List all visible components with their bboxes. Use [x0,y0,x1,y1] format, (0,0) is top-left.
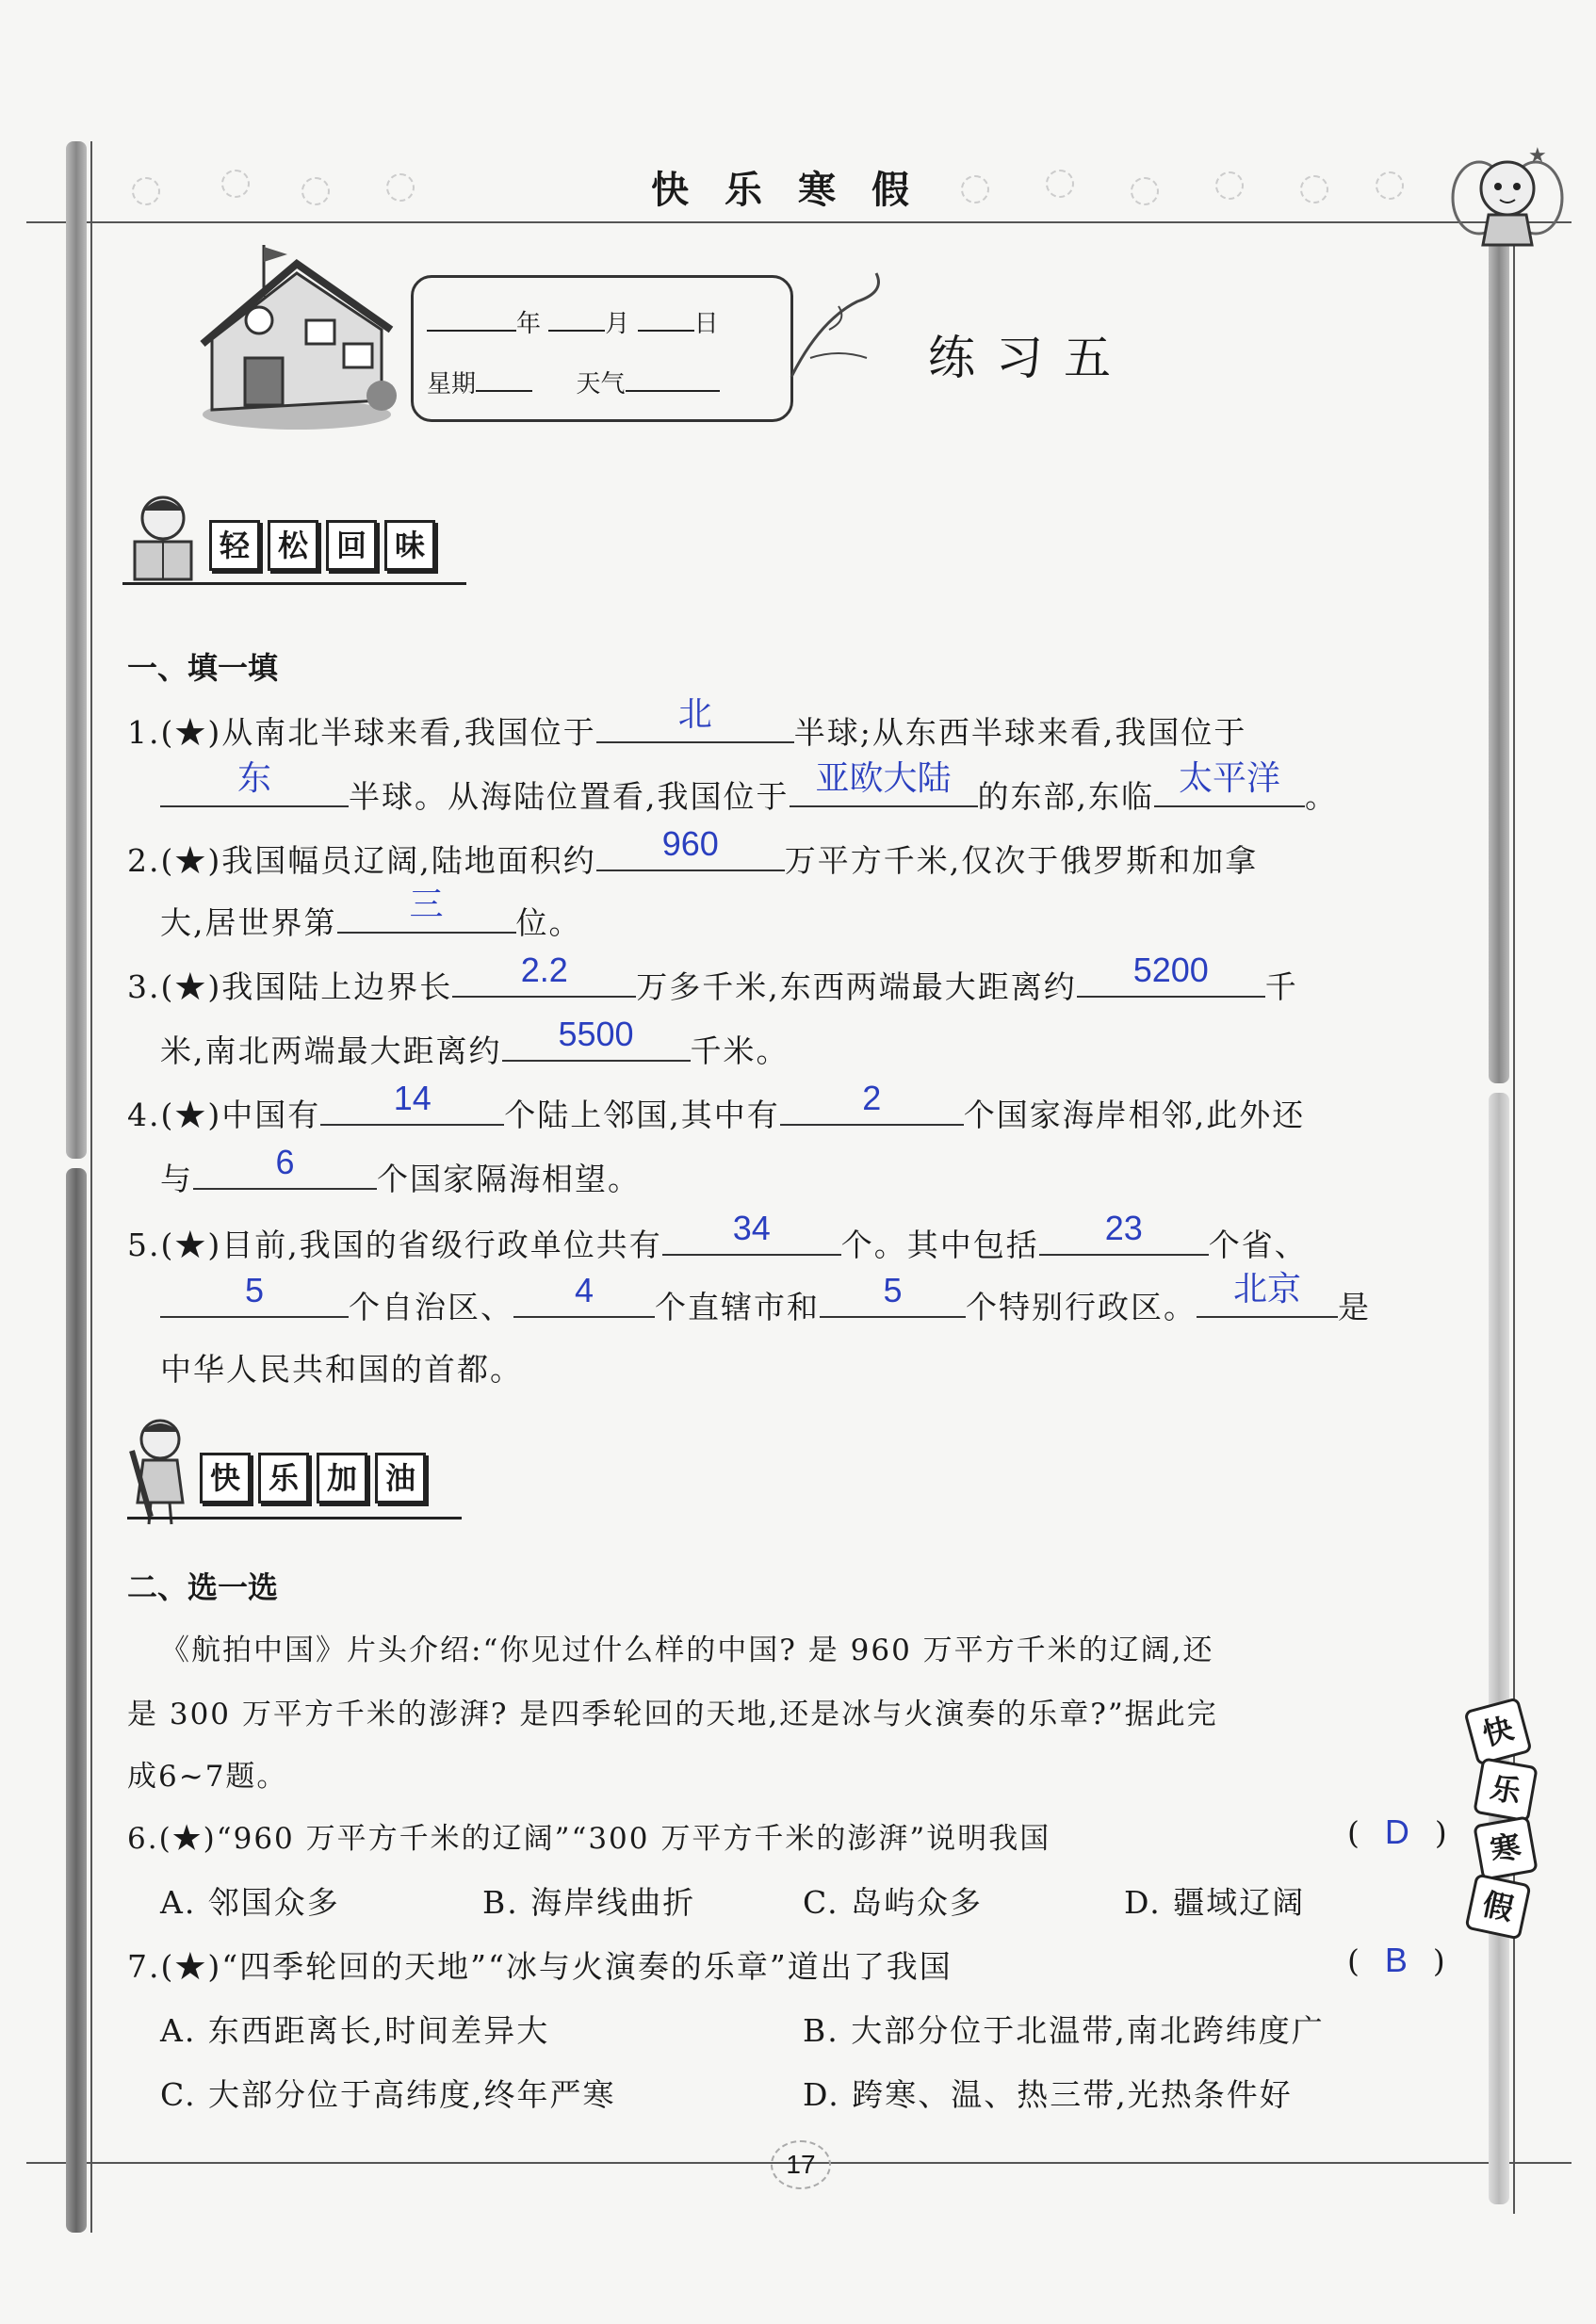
header-title: 快乐寒假 [651,169,945,212]
q3-answer-2: 5200 [1132,951,1209,989]
boy-reading-icon [121,490,205,593]
q5-line1: 5.(★)目前,我国的省级行政单位共有 34 个。其中包括 23 个省、 [127,1209,1308,1263]
q6-option-d: D. 疆域辽阔 [1124,1884,1306,1921]
q5-answer-6: 北京 [1232,1269,1301,1308]
q1-answer-1: 北 [677,694,712,733]
q5-answer-3: 5 [244,1271,265,1309]
q1-answer-3: 亚欧大陆 [815,758,952,797]
vine-decoration [782,264,895,386]
q5-answer-1: 34 [732,1209,771,1247]
intro-line3: 成6~7题。 [127,1760,288,1794]
right-spine-lower [1489,1093,1509,2204]
q7-stem: 7.(★)“四季轮回的天地”“冰与火演奏的乐章”道出了我国 [127,1948,953,1985]
side-tab-char: 假 [1464,1873,1531,1940]
section1-char: 松 [268,520,318,571]
school-house-icon [193,236,400,433]
exercise-title: 练习五 [928,331,1132,385]
q7-option-d: D. 跨寒、温、热三带,光热条件好 [803,2076,1293,2113]
header-rule [26,221,1572,223]
q4-line1: 4.(★)中国有 14 个陆上邻国,其中有 2 个国家海岸相邻,此外还 [127,1079,1306,1133]
q1-line2: 东 半球。从海陆位置看,我国位于 亚欧大陆 的东部,东临 太平洋 。 [160,772,1338,817]
q6-stem: 6.(★)“960 万平方千米的辽阔”“300 万平方千米的澎湃”说明我国 [127,1822,1051,1856]
q5-answer-2: 23 [1104,1209,1143,1247]
q2-line2: 大,居世界第 三 位。 [160,899,582,943]
girl-pencil-icon [122,1413,198,1526]
side-tab-char: 快 [1463,1697,1532,1765]
day-label: 日 [693,310,719,338]
q2-answer-1: 960 [661,824,719,863]
section1-subtitle: 一、填一填 [127,650,279,686]
intro-line2: 是 300 万平方千米的澎湃? 是四季轮回的天地,还是冰与火演奏的乐章?”据此完 [127,1698,1218,1731]
date-weather-box [411,275,793,422]
side-tab-char: 乐 [1473,1757,1539,1823]
section2-subtitle: 二、选一选 [127,1569,279,1605]
q3-answer-1: 2.2 [520,951,568,989]
q7-option-c: C. 大部分位于高纬度,终年严寒 [160,2076,616,2113]
q6-answer: D [1384,1812,1411,1851]
left-spine [66,141,87,1159]
svg-text:★: ★ [1528,144,1547,168]
right-spine [1489,236,1509,1083]
q5-line2: 5 个自治区、 4 个直辖市和 5 个特别行政区。 北京 是 [160,1283,1371,1327]
page-number: 17 [771,2140,831,2189]
q2-answer-2: 三 [409,885,444,923]
section-header-2 [200,1453,426,1503]
q5-line3: 中华人民共和国的首都。 [160,1351,523,1388]
section2-char: 乐 [258,1453,309,1503]
q1-line1: 1.(★)从南北半球来看,我国位于 北 半球;从东西半球来看,我国位于 [127,708,1246,753]
side-tab-char: 寒 [1473,1815,1539,1881]
section2-underline [127,1517,462,1520]
q3-answer-3: 5500 [558,1015,634,1053]
section2-char: 加 [317,1453,367,1503]
weekday-label: 星期 [427,370,477,398]
q4-answer-3: 6 [275,1143,295,1181]
q3-line1: 3.(★)我国陆上边界长 2.2 万多千米,东西两端最大距离约 5200 千 [127,951,1298,1005]
q5-answer-4: 4 [574,1271,594,1309]
q7-answer: B [1384,1941,1409,1979]
year-label: 年 [516,310,542,338]
q6-option-b: B. 海岸线曲折 [482,1884,696,1921]
left-spine-lower [66,1168,87,2233]
q4-line2: 与 6 个国家隔海相望。 [160,1143,641,1197]
fairy-icon [1441,132,1573,264]
section2-char: 快 [200,1453,251,1503]
section1-char: 轻 [209,520,260,571]
section1-char: 回 [326,520,377,571]
q4-answer-1: 14 [393,1079,432,1117]
q7-answer-bracket: ( B ) [1347,1941,1447,1979]
intro-line1: 《航拍中国》片头介绍:“你见过什么样的中国? 是 960 万平方千米的辽阔,还 [160,1633,1214,1667]
q2-line1: 2.(★)我国幅员辽阔,陆地面积约 960 万平方千米,仅次于俄罗斯和加拿 [127,824,1259,879]
q1-answer-2: 东 [236,758,271,797]
weather-label: 天气 [576,370,626,398]
month-label: 月 [605,310,630,338]
q4-answer-2: 2 [862,1079,882,1117]
section2-char: 油 [375,1453,426,1503]
q6-option-c: C. 岛屿众多 [803,1884,984,1921]
q3-line2: 米,南北两端最大距离约 5500 千米。 [160,1015,790,1069]
q6-answer-bracket: ( D ) [1347,1812,1449,1851]
q6-option-a: A. 邻国众多 [160,1884,340,1921]
section1-underline [122,582,466,585]
section1-char: 味 [384,520,435,571]
q7-option-b: B. 大部分位于北温带,南北跨纬度广 [803,2012,1325,2049]
q5-answer-5: 5 [883,1271,903,1309]
section-header-1 [209,520,435,571]
q1-answer-4: 太平洋 [1178,758,1280,797]
q7-option-a: A. 东西距离长,时间差异大 [160,2012,550,2049]
left-rule [90,141,92,2233]
